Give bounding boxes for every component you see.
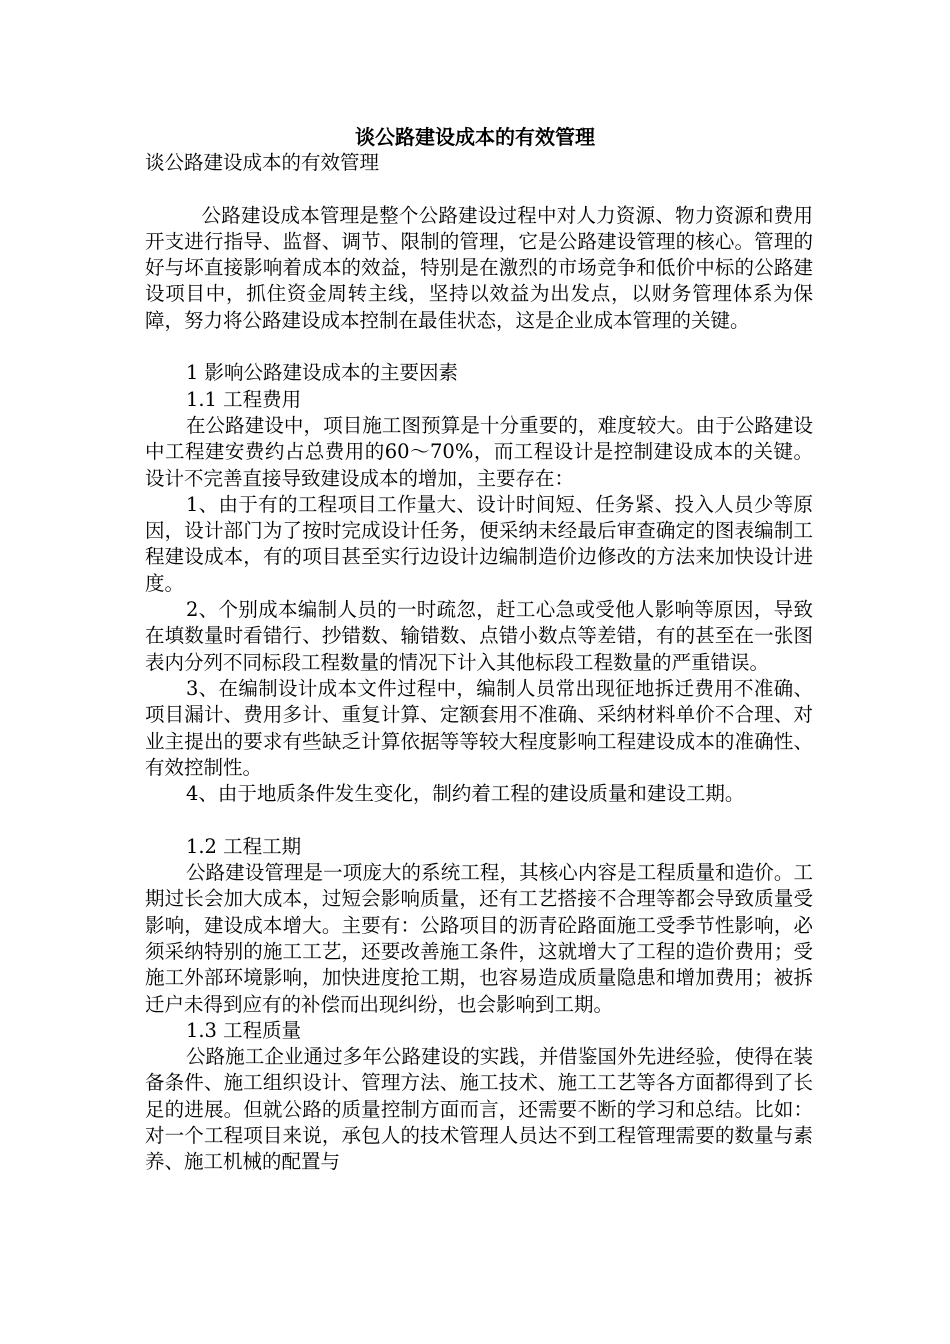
section-1-3-text: 公路施工企业通过多年公路建设的实践，并借鉴国外先进经验，使得在装备条件、施工组织设计、管理方法、施工技术、施工工艺等各方面都得到了长足的进展。但就公路的质量控制方面而言，还需要不断的学习和总结。比如：对一个工程项目来说，承包人的技术管理人员达不到工程管理需要的数量与素养、施工机械的配置与	[145, 1045, 813, 1174]
section-1-1-item-4: 4、由于地质条件发生变化，制约着工程的建设质量和建设工期。	[185, 782, 745, 806]
spacer	[145, 176, 813, 202]
section-1-1-intro: 在公路建设中，项目施工图预算是十分重要的，难度较大。由于公路建设中工程建安费约占总费用的60～70%，而工程设计是控制建设成本的关键。设计不完善直接导致建设成本的增加，主要存在：	[145, 413, 813, 490]
section-1-heading: 1 影响公路建设成本的主要因素	[185, 361, 459, 385]
spacer	[145, 334, 813, 360]
section-1-1-heading: 1.1 工程费用	[185, 387, 302, 411]
document-body	[145, 150, 813, 1176]
section-1-1-item-1: 1、由于有的工程项目工作量大、设计时间短、任务紧、投入人员少等原因，设计部门为了按时完成设计任务，便采纳未经最后审查确定的图表编制工程建设成本，有的项目甚至实行边设计边编制造价边修改的方法来加快设计进度。	[145, 492, 813, 595]
section-1-2-heading: 1.2 工程工期	[185, 834, 302, 858]
spacer	[145, 807, 813, 833]
section-1-2-text: 公路建设管理是一项庞大的系统工程，其核心内容是工程质量和造价。工期过长会加大成本，过短会影响质量，还有工艺搭接不合理等都会导致质量受影响，建设成本增大。主要有：公路项目的沥青砼路面施工受季节性影响，必须采纳特别的施工工艺，还要改善施工条件，这就增大了工程的造价费用；受施工外部环境影响，加快进度抢工期，也容易造成质量隐患和增加费用；被拆迁户未得到应有的补偿而出现纠纷，也会影响到工期。	[145, 861, 813, 1016]
document-title: 谈公路建设成本的有效管理	[355, 125, 595, 149]
section-1-1-item-3: 3、在编制设计成本文件过程中，编制人员常出现征地拆迁费用不准确、项目漏计、费用多计、重复计算、定额套用不准确、采纳材料单价不合理、对业主提出的要求有些缺乏计算依据等等较大程度影响工程建设成本的准确性、有效控制性。	[145, 676, 813, 779]
intro-paragraph: 公路建设成本管理是整个公路建设过程中对人力资源、物力资源和费用开支进行指导、监督、调节、限制的管理，它是公路建设管理的核心。管理的好与坏直接影响着成本的效益，特别是在激烈的市场竞争和低价中标的公路建设项目中，抓住资金周转主线，坚持以效益为出发点，以财务管理体系为保障，努力将公路建设成本控制在最佳状态，这是企业成本管理的关键。	[145, 203, 813, 332]
document-subtitle: 谈公路建设成本的有效管理	[145, 151, 380, 174]
section-1-3-heading: 1.3 工程质量	[185, 1018, 302, 1042]
section-1-1-item-2: 2、个别成本编制人员的一时疏忽，赶工心急或受他人影响等原因，导致在填数量时看错行、抄错数、输错数、点错小数点等差错，有的甚至在一张图表内分列不同标段工程数量的情况下计入其他标段工程数量的严重错误。	[145, 598, 813, 674]
